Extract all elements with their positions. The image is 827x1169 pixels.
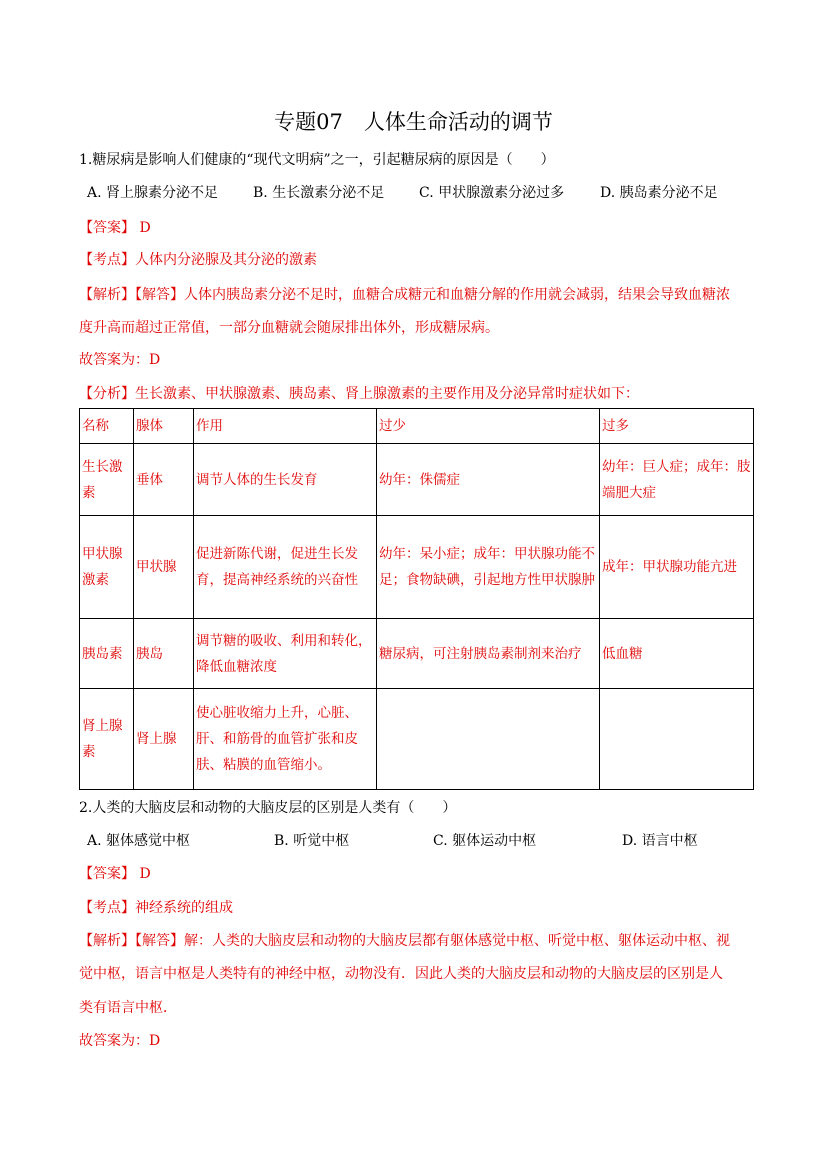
excess-symptom: 成年：甲状腺功能亢进 [600,516,754,619]
hormone-name: 肾上腺素 [80,689,134,790]
question-1-stem: 1.糖尿病是影响人们健康的“现代文明病”之一，引起糖尿病的原因是（ ） [79,152,555,168]
q1-analysis-note: 【分析】生长激素、甲状腺激素、胰岛素、肾上腺激素的主要作用及分泌异常时症状如下： [79,386,639,402]
hormone-name: 甲状腺激素 [80,516,134,619]
excess-symptom [600,689,754,790]
q1-option-a: A. 肾上腺素分泌不足 [87,185,219,201]
header-excess: 过多 [600,409,754,444]
hormone-effect: 促进新陈代谢，促进生长发育，提高神经系统的兴奋性 [194,516,377,619]
q1-analysis-line-2: 度升高而超过正常值，一部分血糖就会随尿排出体外，形成糖尿病。 [79,320,499,336]
excess-symptom: 幼年：巨人症；成年：肢端肥大症 [600,444,754,516]
q1-knowledge-point: 【考点】人体内分泌腺及其分泌的激素 [79,252,317,268]
header-effect: 作用 [194,409,377,444]
excess-symptom: 低血糖 [600,619,754,689]
q2-answer: 【答案】 D [79,866,151,882]
q2-knowledge-point: 【考点】神经系统的组成 [79,900,233,916]
deficiency-symptom: 幼年：呆小症；成年：甲状腺功能不足；食物缺碘，引起地方性甲状腺肿 [377,516,600,619]
question-2-stem: 2.人类的大脑皮层和动物的大脑皮层的区别是人类有（ ） [79,800,457,816]
hormone-effect: 调节人体的生长发育 [194,444,377,516]
q1-option-c: C. 甲状腺激素分泌过多 [419,185,565,201]
gland-name: 肾上腺 [134,689,194,790]
gland-name: 甲状腺 [134,516,194,619]
q2-option-a: A. 躯体感觉中枢 [87,833,191,849]
table-row [80,444,754,516]
table-row [80,689,754,790]
table-header-row [80,409,754,444]
deficiency-symptom: 糖尿病，可注射胰岛素制剂来治疗 [377,619,600,689]
hormone-effect: 调节糖的吸收、利用和转化，降低血糖浓度 [194,619,377,689]
hormone-name: 胰岛素 [80,619,134,689]
q2-option-b: B. 听觉中枢 [274,833,350,849]
q2-option-c: C. 躯体运动中枢 [433,833,537,849]
gland-name: 胰岛 [134,619,194,689]
q2-option-d: D. 语言中枢 [622,833,698,849]
q1-final-answer: 故答案为：D [79,352,161,368]
page-title: 专题07 人体生命活动的调节 [274,110,553,134]
q1-answer: 【答案】 D [79,220,151,236]
hormone-effect: 使心脏收缩力上升，心脏、肝、和筋骨的血管扩张和皮肤、粘膜的血管缩小。 [194,689,377,790]
q2-analysis-line-3: 类有语言中枢． [79,1000,177,1016]
table-row [80,516,754,619]
q2-final-answer: 故答案为：D [79,1033,161,1049]
gland-name: 垂体 [134,444,194,516]
hormone-table [79,408,754,790]
q1-option-d: D. 胰岛素分泌不足 [600,185,718,201]
q1-option-b: B. 生长激素分泌不足 [253,185,385,201]
q2-analysis-line-1: 【解析】【解答】解：人类的大脑皮层和动物的大脑皮层都有躯体感觉中枢、听觉中枢、躯体运动中枢、视 [79,933,730,949]
header-deficiency: 过少 [377,409,600,444]
hormone-name: 生长激素 [80,444,134,516]
deficiency-symptom: 幼年：侏儒症 [377,444,600,516]
deficiency-symptom [377,689,600,790]
table-row [80,619,754,689]
q2-analysis-line-2: 觉中枢，语言中枢是人类特有的神经中枢，动物没有．因此人类的大脑皮层和动物的大脑皮层的区别是人 [79,966,723,982]
q1-analysis-line-1: 【解析】【解答】人体内胰岛素分泌不足时，血糖合成糖元和血糖分解的作用就会减弱，结果会导致血糖浓 [79,287,730,303]
header-gland: 腺体 [134,409,194,444]
header-name: 名称 [80,409,134,444]
